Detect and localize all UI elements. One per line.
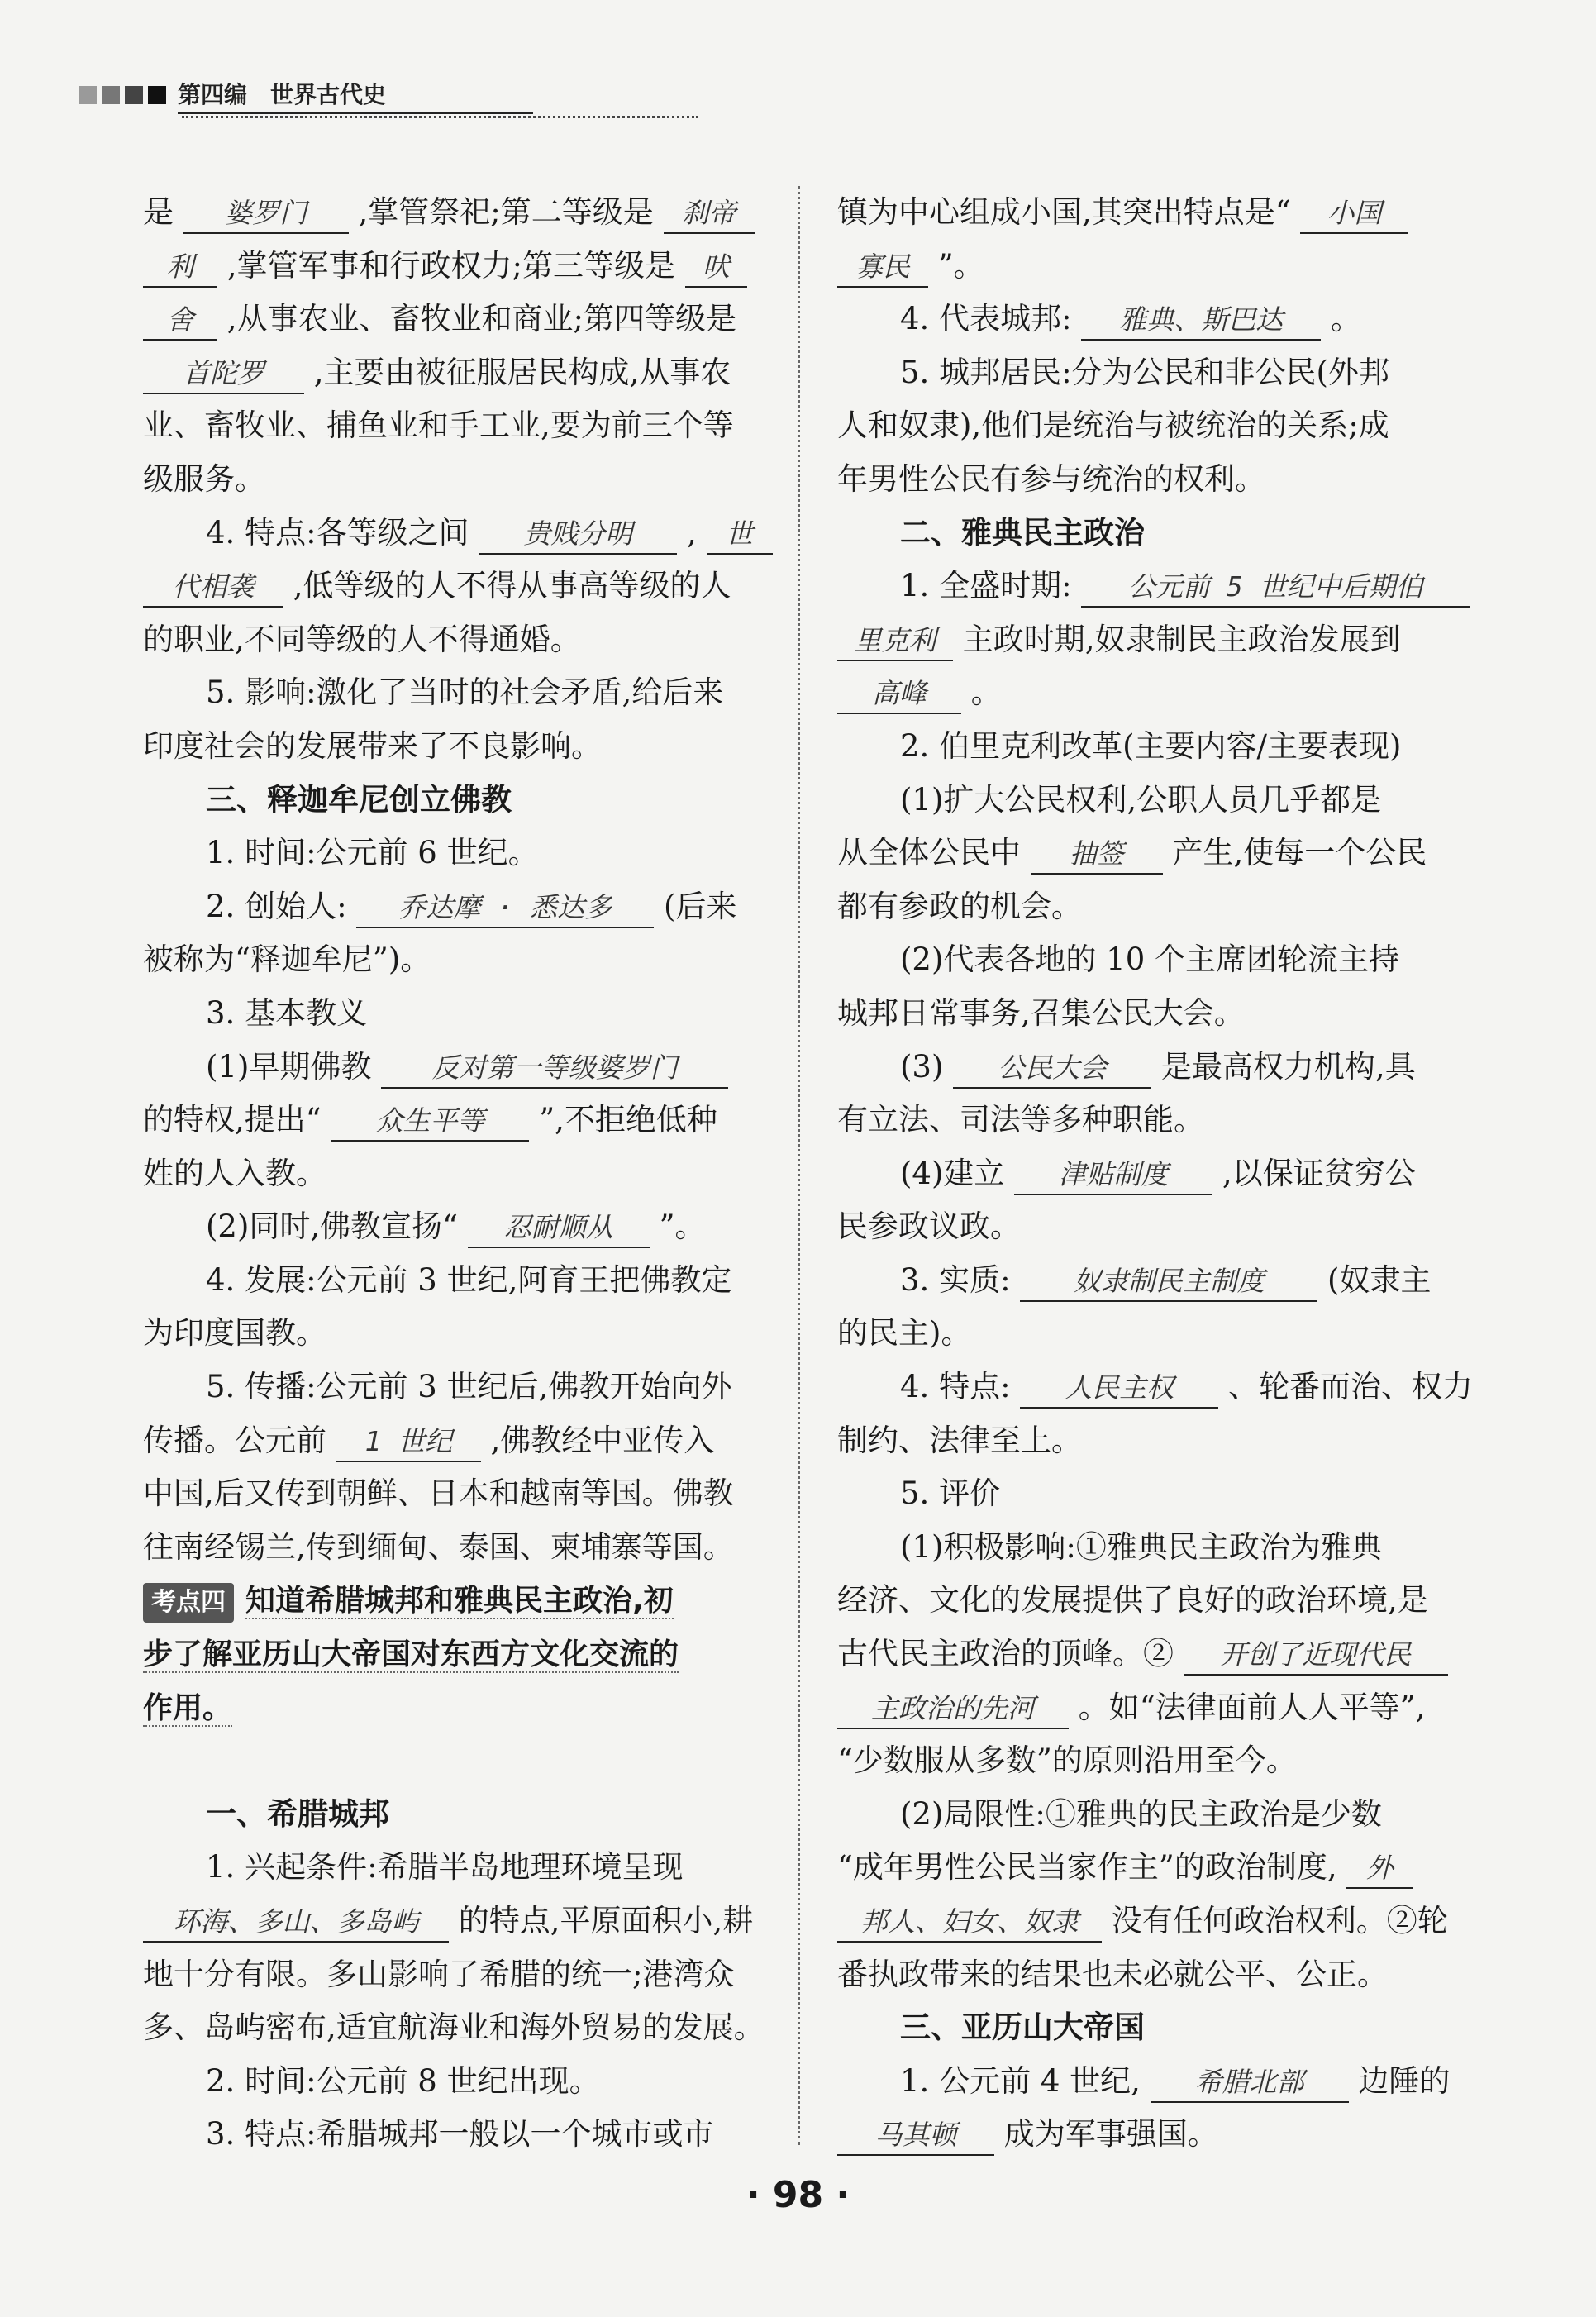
fill-in-answer: 世 xyxy=(707,515,773,555)
fill-in-answer: 公元前 5 世纪中后期伯 xyxy=(1081,568,1470,608)
text-line xyxy=(837,1948,1474,2002)
text-segment: 产生,使每一个公民 xyxy=(1162,835,1427,871)
text-segment: 传播。公元前 xyxy=(143,1422,336,1458)
text-segment: 5. 城邦居民:分为公民和非公民(外邦 xyxy=(900,354,1389,390)
text-line xyxy=(837,774,1474,827)
text-segment: 往南经锡兰,传到缅甸、泰国、柬埔寨等国。 xyxy=(143,1528,734,1565)
fill-in-answer: 主政治的先河 xyxy=(837,1690,1069,1729)
fill-in-answer: 人民主权 xyxy=(1020,1369,1218,1409)
text-line xyxy=(837,987,1474,1041)
text-line xyxy=(143,1361,779,1414)
fill-in-answer: 舍 xyxy=(143,301,217,341)
text-segment: ,主要由被征服居民构成,从事农 xyxy=(304,354,731,390)
text-line xyxy=(143,1200,779,1254)
text-segment: 3. 基本教义 xyxy=(206,994,368,1031)
text-line xyxy=(143,1094,779,1147)
text-segment: 5. 影响:激化了当时的社会矛盾,给后来 xyxy=(206,675,724,711)
text-line xyxy=(143,1734,779,1788)
text-segment: 1. 兴起条件:希腊半岛地理环境呈现 xyxy=(206,1849,684,1886)
text-line xyxy=(837,1414,1474,1468)
text-line xyxy=(143,1414,779,1468)
text-line xyxy=(837,1041,1474,1094)
text-line xyxy=(143,1841,779,1895)
text-line xyxy=(143,560,779,613)
section-heading xyxy=(837,507,1474,560)
text-line xyxy=(143,933,779,987)
text-segment: 的职业,不同等级的人不得通婚。 xyxy=(143,621,581,657)
text-segment: 是最高权力机构,具 xyxy=(1151,1048,1416,1085)
text-segment: 多、岛屿密布,适宜航海业和海外贸易的发展。 xyxy=(143,2009,765,2046)
text-segment: 中国,后又传到朝鲜、日本和越南等国。佛教 xyxy=(143,1476,734,1512)
text-segment: 3. 实质: xyxy=(900,1261,1021,1298)
text-line xyxy=(837,1467,1474,1521)
fill-in-answer: 乔达摩 · 悉达多 xyxy=(356,889,654,928)
fill-in-answer: 利 xyxy=(143,248,217,288)
text-segment: (3) xyxy=(900,1048,954,1085)
text-line xyxy=(143,1254,779,1308)
text-line xyxy=(143,293,779,346)
text-segment: 2. 时间:公元前 8 世纪出现。 xyxy=(206,2062,600,2099)
text-segment: (1)早期佛教 xyxy=(206,1048,382,1085)
text-line xyxy=(837,1895,1474,1948)
fill-in-answer: 邦人、妇女、奴隶 xyxy=(837,1903,1102,1943)
text-segment: ,掌管祭祀;第二等级是 xyxy=(348,194,664,230)
text-line xyxy=(837,1734,1474,1788)
fill-in-answer: 首陀罗 xyxy=(143,355,304,394)
text-segment: 三、亚历山大帝国 xyxy=(900,2009,1145,2046)
text-line xyxy=(143,1467,779,1521)
text-line xyxy=(143,2055,779,2109)
key-point-heading-line xyxy=(143,1574,779,1628)
text-segment: 2. 创始人: xyxy=(206,888,357,924)
key-point-badge: 考点四 xyxy=(143,1583,234,1623)
fill-in-answer: 贵贱分明 xyxy=(479,515,677,555)
text-segment: 成为军事强国。 xyxy=(994,2116,1218,2153)
text-line xyxy=(837,240,1474,293)
text-segment: 镇为中心组成小国,其突出特点是“ xyxy=(837,194,1301,230)
text-line xyxy=(143,1895,779,1948)
text-segment: ,掌管军事和行政权力;第三等级是 xyxy=(217,247,685,284)
text-line xyxy=(837,399,1474,453)
fill-in-answer: 代相袭 xyxy=(143,568,283,608)
text-segment: 印度社会的发展带来了不良影响。 xyxy=(143,727,602,764)
header-square xyxy=(79,86,97,104)
text-segment: 姓的人入教。 xyxy=(143,1155,326,1191)
text-line xyxy=(837,1574,1474,1628)
text-line xyxy=(837,1307,1474,1361)
text-segment: 一、希腊城邦 xyxy=(206,1795,389,1832)
header-square xyxy=(102,86,120,104)
key-point-text: 步了解亚历山大帝国对东西方文化交流的 xyxy=(143,1638,679,1672)
fill-in-answer: 雅典、斯巴达 xyxy=(1081,301,1321,341)
text-segment: 的民主)。 xyxy=(837,1315,972,1352)
fill-in-answer: 刹帝 xyxy=(664,194,755,234)
right-column xyxy=(837,186,1474,2162)
fill-in-answer: 马其顿 xyxy=(837,2116,994,2156)
text-line xyxy=(143,453,779,507)
header-square xyxy=(125,86,143,104)
text-line xyxy=(143,827,779,880)
text-line xyxy=(143,507,779,560)
text-segment: 边陲的 xyxy=(1348,2062,1451,2099)
text-segment: 城邦日常事务,召集公民大会。 xyxy=(837,994,1245,1031)
fill-in-answer: 婆罗门 xyxy=(183,194,349,234)
text-line xyxy=(143,186,779,240)
fill-in-answer: 开创了近现代民 xyxy=(1184,1636,1448,1676)
text-segment: 经济、文化的发展提供了良好的政治环境,是 xyxy=(837,1582,1428,1619)
fill-in-answer: 众生平等 xyxy=(331,1102,529,1142)
text-segment: ,低等级的人不得从事高等级的人 xyxy=(283,568,731,604)
text-segment: (2)同时,佛教宣扬“ xyxy=(206,1209,468,1245)
left-column xyxy=(143,186,779,2162)
text-segment: 。 xyxy=(961,675,1002,711)
header-dotted-rule xyxy=(182,116,698,118)
text-line xyxy=(143,240,779,293)
fill-in-answer: 抽签 xyxy=(1031,835,1163,875)
text-segment: (2)代表各地的 10 个主席团轮流主持 xyxy=(900,942,1400,978)
fill-in-answer: 希腊北部 xyxy=(1151,2063,1349,2103)
column-divider xyxy=(798,186,800,2145)
header-square xyxy=(148,86,166,104)
text-segment: 都有参政的机会。 xyxy=(837,888,1082,924)
fill-in-answer: 里克利 xyxy=(837,622,953,661)
text-line xyxy=(837,453,1474,507)
text-line xyxy=(837,293,1474,346)
text-segment: 民参政议政。 xyxy=(837,1209,1021,1245)
fill-in-answer: 寡民 xyxy=(837,248,928,288)
text-segment: 5. 传播:公元前 3 世纪后,佛教开始向外 xyxy=(206,1369,732,1405)
text-line xyxy=(837,1788,1474,1842)
text-line xyxy=(837,186,1474,240)
text-segment: 4. 特点:各等级之间 xyxy=(206,514,479,551)
text-segment: 被称为“释迦牟尼”)。 xyxy=(143,942,431,978)
text-line xyxy=(143,666,779,720)
text-segment: 。 xyxy=(1321,301,1362,337)
text-segment: 制约、法律至上。 xyxy=(837,1422,1082,1458)
text-line xyxy=(837,2108,1474,2162)
text-line xyxy=(837,827,1474,880)
text-line xyxy=(837,1200,1474,1254)
text-line xyxy=(837,1628,1474,1681)
text-segment: 二、雅典民主政治 xyxy=(900,514,1145,551)
text-segment: 是 xyxy=(143,194,183,230)
text-line xyxy=(837,1254,1474,1308)
fill-in-answer: 高峰 xyxy=(837,675,961,714)
key-point-text: 知道希腊城邦和雅典民主政治,初 xyxy=(245,1584,674,1619)
text-line xyxy=(837,1147,1474,1201)
section-heading xyxy=(143,774,779,827)
text-line xyxy=(143,880,779,934)
text-segment: 没有任何政治权利。②轮 xyxy=(1102,1903,1448,1938)
text-segment: 古代民主政治的顶峰。② xyxy=(837,1636,1184,1672)
text-line xyxy=(143,987,779,1041)
text-segment: , xyxy=(677,514,707,551)
page-header xyxy=(79,79,533,112)
text-segment: ,从事农业、畜牧业和商业;第四等级是 xyxy=(217,301,736,337)
text-line xyxy=(837,2055,1474,2109)
text-line xyxy=(837,720,1474,774)
text-segment: 4. 发展:公元前 3 世纪,阿育王把佛教定 xyxy=(206,1261,732,1298)
section-heading xyxy=(837,2001,1474,2055)
text-segment: (4)建立 xyxy=(900,1155,1015,1191)
text-line xyxy=(143,399,779,453)
text-segment: 3. 特点:希腊城邦一般以一个城市或市 xyxy=(206,2116,714,2153)
text-segment: 番执政带来的结果也未必就公平、公正。 xyxy=(837,1956,1388,1992)
text-segment: ,以保证贫穷公 xyxy=(1212,1155,1416,1191)
text-segment: 1. 时间:公元前 6 世纪。 xyxy=(206,835,539,871)
text-line xyxy=(837,1094,1474,1147)
section-title: 第四编 世界古代史 xyxy=(178,77,533,114)
text-segment: 从全体公民中 xyxy=(837,835,1031,871)
text-segment: ,佛教经中亚传入 xyxy=(480,1422,715,1458)
text-line xyxy=(143,1948,779,2002)
text-segment: 业、畜牧业、捕鱼业和手工业,要为前三个等 xyxy=(143,408,734,444)
text-segment: 。如“法律面前人人平等”, xyxy=(1069,1689,1426,1725)
text-line xyxy=(837,613,1474,667)
text-segment: “成年男性公民当家作主”的政治制度, xyxy=(837,1849,1347,1886)
text-segment: ”,不拒绝低种 xyxy=(529,1102,717,1138)
page-number: · 98 · xyxy=(746,2174,850,2216)
text-line xyxy=(143,1521,779,1575)
text-segment: 、轮番而治、权力 xyxy=(1218,1369,1474,1405)
fill-in-answer: 津贴制度 xyxy=(1014,1156,1212,1195)
fill-in-answer: 忍耐顺从 xyxy=(468,1209,650,1248)
text-segment: ”。 xyxy=(649,1209,706,1245)
text-segment: 地十分有限。多山影响了希腊的统一;港湾众 xyxy=(143,1956,735,1992)
fill-in-answer: 奴隶制民主制度 xyxy=(1020,1262,1317,1302)
fill-in-answer: 环海、多山、多岛屿 xyxy=(143,1903,449,1943)
text-segment: ”。 xyxy=(928,247,984,284)
section-heading xyxy=(143,1788,779,1842)
text-line xyxy=(837,880,1474,934)
text-segment: 年男性公民有参与统治的权利。 xyxy=(837,460,1265,497)
text-segment: (1)扩大公民权利,公职人员几乎都是 xyxy=(900,781,1382,818)
text-segment: 1. 公元前 4 世纪, xyxy=(900,2062,1151,2099)
text-line xyxy=(837,560,1474,613)
text-line xyxy=(837,1841,1474,1895)
text-segment: 4. 代表城邦: xyxy=(900,301,1082,337)
text-segment: 1. 全盛时期: xyxy=(900,568,1082,604)
fill-in-answer: 外 xyxy=(1346,1849,1413,1889)
text-segment: 级服务。 xyxy=(143,460,265,497)
text-line xyxy=(143,1147,779,1201)
text-segment: 主政时期,奴隶制民主政治发展到 xyxy=(953,621,1401,657)
key-point-text: 作用。 xyxy=(143,1690,233,1725)
fill-in-answer: 反对第一等级婆罗门 xyxy=(381,1049,728,1089)
text-segment: 三、释迦牟尼创立佛教 xyxy=(206,781,512,818)
text-segment: 2. 伯里克利改革(主要内容/主要表现) xyxy=(900,727,1402,764)
fill-in-answer: 小国 xyxy=(1300,194,1408,234)
text-line xyxy=(837,1521,1474,1575)
text-line xyxy=(837,666,1474,720)
text-line xyxy=(837,933,1474,987)
text-segment: (1)积极影响:①雅典民主政治为雅典 xyxy=(900,1528,1382,1565)
text-line xyxy=(837,346,1474,400)
text-line xyxy=(143,1041,779,1094)
text-line xyxy=(837,1681,1474,1735)
text-line xyxy=(143,2108,779,2162)
text-line xyxy=(143,1307,779,1361)
fill-in-answer: 1 世纪 xyxy=(336,1423,481,1462)
text-line xyxy=(837,1361,1474,1414)
text-line xyxy=(143,613,779,667)
text-line xyxy=(143,346,779,400)
text-segment: 4. 特点: xyxy=(900,1369,1021,1405)
fill-in-answer: 吠 xyxy=(685,248,747,288)
text-segment: 的特权,提出“ xyxy=(143,1102,331,1138)
key-point-heading-line xyxy=(143,1628,779,1681)
text-segment: (奴隶主 xyxy=(1317,1261,1432,1298)
key-point-heading-line xyxy=(143,1681,779,1735)
text-line xyxy=(143,2001,779,2055)
text-segment: “少数服从多数”的原则沿用至今。 xyxy=(837,1743,1297,1779)
text-line xyxy=(143,720,779,774)
text-segment: (2)局限性:①雅典的民主政治是少数 xyxy=(900,1795,1382,1832)
text-segment: 为印度国教。 xyxy=(143,1315,326,1352)
text-segment: 人和奴隶),他们是统治与被统治的关系;成 xyxy=(837,408,1389,444)
text-segment: 5. 评价 xyxy=(900,1476,1001,1512)
fill-in-answer: 公民大会 xyxy=(953,1049,1151,1089)
text-segment: 的特点,平原面积小,耕 xyxy=(449,1903,754,1938)
text-segment: 有立法、司法等多种职能。 xyxy=(837,1102,1204,1138)
text-segment: (后来 xyxy=(654,888,737,924)
